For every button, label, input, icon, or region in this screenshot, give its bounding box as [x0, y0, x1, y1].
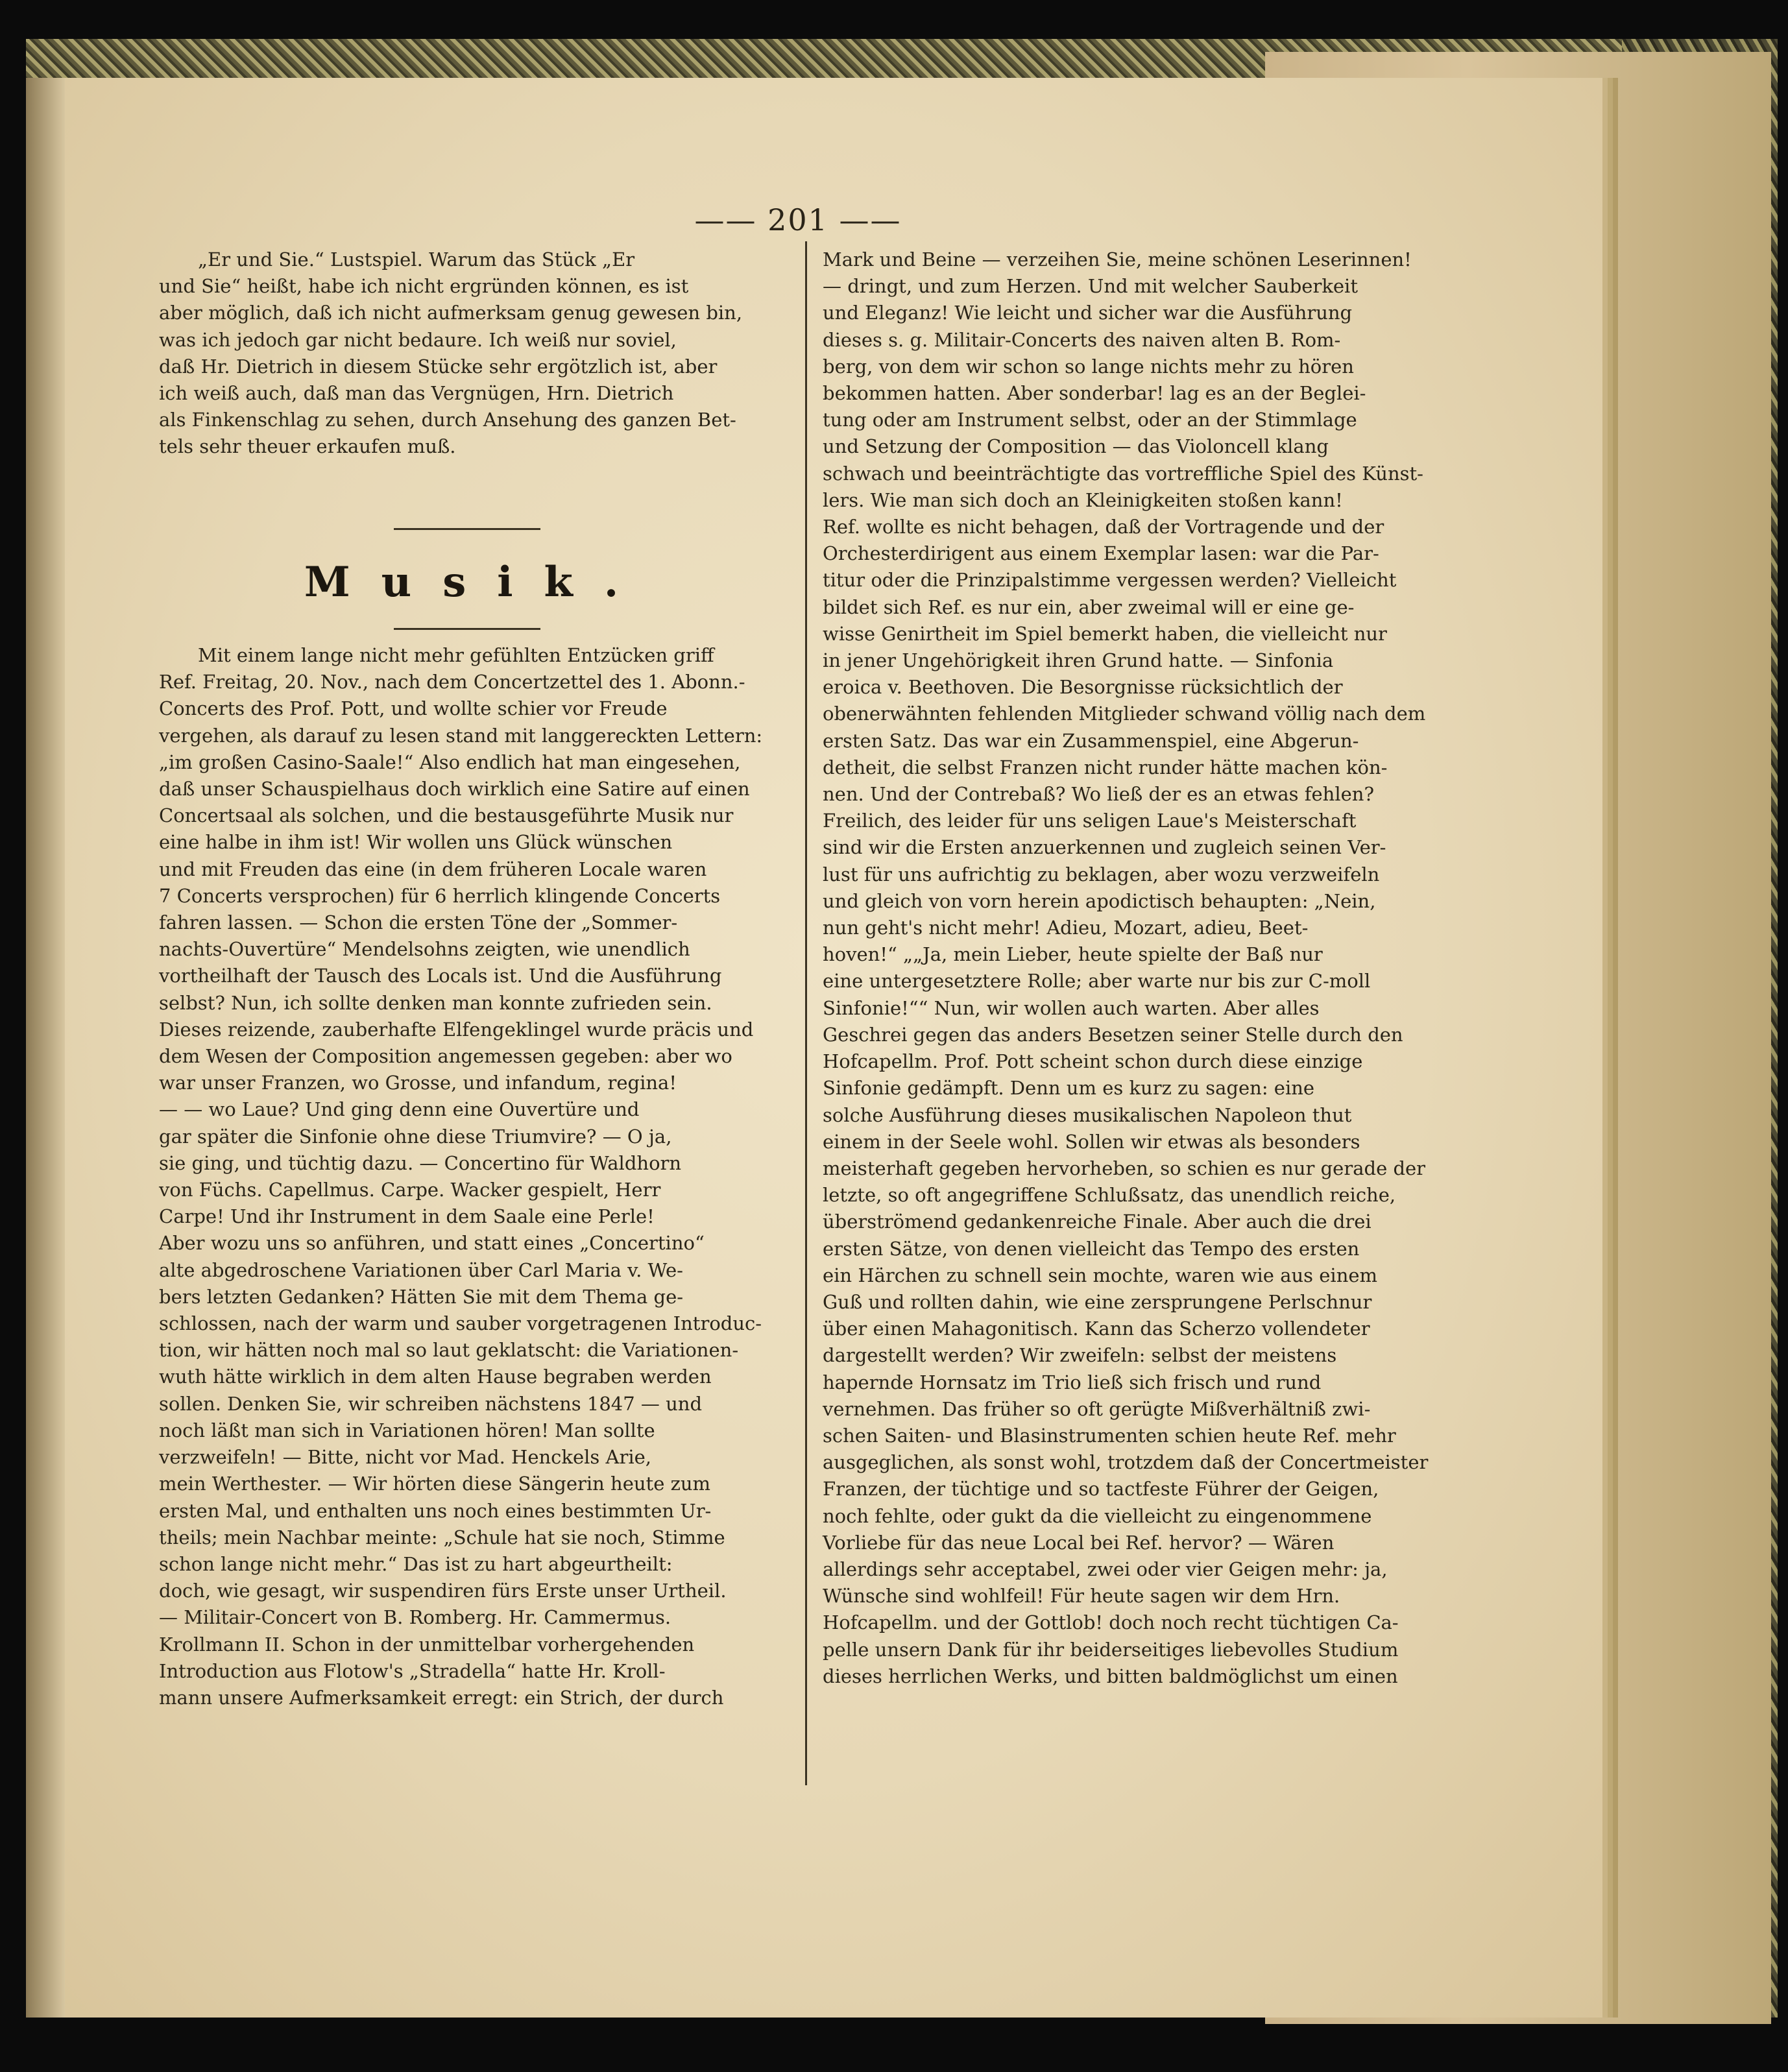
text-line: Hofcapellm. Prof. Pott scheint schon durch diese einzige	[823, 1050, 1363, 1073]
text-line: schen Saiten- und Blasinstrumenten schien heute Ref. mehr	[823, 1424, 1396, 1447]
text-line: gar später die Sinfonie ohne diese Triumvire? — O ja,	[159, 1125, 672, 1148]
text-line: eine halbe in ihm ist! Wir wollen uns Glück wünschen	[159, 831, 673, 854]
text-line: dem Wesen der Composition angemessen gegeben: aber wo	[159, 1045, 732, 1068]
text-line: in jener Ungehörigkeit ihren Grund hatte. — Sinfonia	[823, 649, 1334, 672]
text-line: ausgeglichen, als sonst wohl, trotzdem daß der Concertmeister	[823, 1451, 1429, 1474]
text-line: hapernde Hornsatz im Trio ließ sich frisch und rund	[823, 1371, 1322, 1393]
text-line: 7 Concerts versprochen) für 6 herrlich klingende Concerts	[159, 884, 721, 907]
text-line: Ref. Freitag, 20. Nov., nach dem Concertzettel des 1. Abonn.-	[159, 671, 745, 693]
text-line: Ref. wollte es nicht behagen, daß der Vortragende und der	[823, 516, 1384, 538]
text-line: Freilich, des leider für uns seligen Laue's Meisterschaft	[823, 810, 1357, 832]
text-line: — Militair-Concert von B. Romberg. Hr. Cammermus.	[159, 1606, 671, 1629]
text-line: bildet sich Ref. es nur ein, aber zweimal will er eine ge-	[823, 596, 1355, 618]
text-line: Carpe! Und ihr Instrument in dem Saale eine Perle!	[159, 1205, 655, 1228]
text-line: Krollmann II. Schon in der unmittelbar vorhergehenden	[159, 1633, 695, 1656]
text-line: und Setzung der Composition — das Violoncell klang	[823, 435, 1329, 458]
section-divider-bottom	[394, 628, 540, 630]
text-line: tion, wir hätten noch mal so laut geklatscht: die Variationen-	[159, 1339, 739, 1362]
text-line: tels sehr theuer erkaufen muß.	[159, 435, 456, 458]
text-line: sind wir die Ersten anzuerkennen und zugleich seinen Ver-	[823, 836, 1386, 859]
text-line: und gleich von vorn herein apodictisch behaupten: „Nein,	[823, 889, 1376, 912]
text-line: was ich jedoch gar nicht bedaure. Ich weiß nur soviel,	[159, 328, 677, 351]
text-line: daß unser Schauspielhaus doch wirklich eine Satire auf einen	[159, 778, 750, 801]
text-line: schon lange nicht mehr.“ Das ist zu hart abgeurtheilt:	[159, 1552, 673, 1575]
text-line: Wünsche sind wohlfeil! Für heute sagen wir dem Hrn.	[823, 1585, 1340, 1608]
text-line: Introduction aus Flotow's „Stradella“ hatte Hr. Kroll-	[159, 1659, 666, 1682]
text-line: „im großen Casino-Saale!“ Also endlich hat man eingesehen,	[159, 751, 741, 773]
text-line: verzweifeln! — Bitte, nicht vor Mad. Henckels Arie,	[159, 1446, 651, 1469]
page-number: —— 201 ——	[694, 202, 902, 237]
text-line: lust für uns aufrichtig zu beklagen, aber wozu verzweifeln	[823, 863, 1380, 885]
text-line: Franzen, der tüchtige und so tactfeste Führer der Geigen,	[823, 1478, 1379, 1500]
text-line: ein Härchen zu schnell sein mochte, waren wie aus einem	[823, 1264, 1378, 1286]
text-line: dieses herrlichen Werks, und bitten baldmöglichst um einen	[823, 1665, 1398, 1687]
text-line: tung oder am Instrument selbst, oder an der Stimmlage	[823, 409, 1357, 431]
text-line: nachts-Ouvertüre“ Mendelsohns zeigten, wie unendlich	[159, 938, 690, 961]
text-line: sie ging, und tüchtig dazu. — Concertino für Waldhorn	[159, 1151, 682, 1174]
text-line: aber möglich, daß ich nicht aufmerksam genug gewesen bin,	[159, 302, 743, 324]
text-line: solche Ausführung dieses musikalischen Napoleon thut	[823, 1103, 1352, 1126]
text-line: bekommen hatten. Aber sonderbar! lag es an der Beglei-	[823, 382, 1366, 405]
text-line: meisterhaft gegeben hervorheben, so schien es nur gerade der	[823, 1157, 1426, 1179]
text-line: war unser Franzen, wo Grosse, und infandum, regina!	[159, 1072, 677, 1094]
text-line: „Er und Sie.“ Lustspiel. Warum das Stück „Er	[198, 248, 635, 271]
text-line: überströmend gedankenreiche Finale. Aber auch die drei	[823, 1211, 1371, 1233]
text-line: schwach und beeinträchtigte das vortreffliche Spiel des Künst-	[823, 462, 1423, 485]
text-line: — — wo Laue? Und ging denn eine Ouvertüre und	[159, 1098, 640, 1121]
text-line: vernehmen. Das früher so oft gerügte Mißverhältniß zwi-	[823, 1397, 1371, 1420]
text-line: nun geht's nicht mehr! Adieu, Mozart, adieu, Beet-	[823, 917, 1309, 939]
text-line: letzte, so oft angegriffene Schlußsatz, das unendlich reiche,	[823, 1184, 1396, 1207]
text-line: Mit einem lange nicht mehr gefühlten Entzücken griff	[198, 644, 714, 666]
text-line: sollen. Denken Sie, wir schreiben nächstens 1847 — und	[159, 1392, 703, 1415]
text-line: selbst? Nun, ich sollte denken man konnte zufrieden sein.	[159, 991, 712, 1014]
text-line: Guß und rollten dahin, wie eine zersprungene Perlschnur	[823, 1290, 1372, 1313]
text-line: Geschrei gegen das anders Besetzen seiner Stelle durch den	[823, 1023, 1403, 1046]
text-line: dargestellt werden? Wir zweifeln: selbst der meistens	[823, 1344, 1337, 1367]
section-heading: Musik.	[304, 558, 650, 607]
left-column-intro	[159, 247, 795, 461]
text-line: allerdings sehr acceptabel, zwei oder vier Geigen mehr: ja,	[823, 1558, 1388, 1580]
section-divider-top	[394, 528, 540, 530]
text-line: fahren lassen. — Schon die ersten Töne der „Sommer-	[159, 911, 678, 934]
text-line: von Füchs. Capellmus. Carpe. Wacker gespielt, Herr	[159, 1179, 661, 1201]
text-line: Sinfonie gedämpft. Denn um es kurz zu sagen: eine	[823, 1077, 1315, 1100]
text-line: Dieses reizende, zauberhafte Elfengeklingel wurde präcis und	[159, 1018, 754, 1041]
text-line: dieses s. g. Militair-Concerts des naiven alten B. Rom-	[823, 328, 1341, 351]
text-line: obenerwähnten fehlenden Mitglieder schwand völlig nach dem	[823, 703, 1426, 725]
gutter-shadow	[26, 78, 65, 2018]
text-line: detheit, die selbst Franzen nicht runder hätte machen kön-	[823, 756, 1388, 778]
text-line: hoven!“ „„Ja, mein Lieber, heute spielte der Baß nur	[823, 943, 1323, 966]
text-line: — dringt, und zum Herzen. Und mit welcher Sauberkeit	[823, 275, 1358, 298]
text-line: nen. Und der Contrebaß? Wo ließ der es an etwas fehlen?	[823, 783, 1374, 806]
text-line: ersten Mal, und enthalten uns noch eines bestimmten Ur-	[159, 1499, 712, 1522]
text-line: doch, wie gesagt, wir suspendiren fürs Erste unser Urtheil.	[159, 1580, 727, 1602]
text-line: ersten Sätze, von denen vielleicht das Tempo des ersten	[823, 1237, 1360, 1260]
text-line: über einen Mahagonitisch. Kann das Scherzo vollendeter	[823, 1318, 1370, 1340]
text-line: Mark und Beine — verzeihen Sie, meine schönen Leserinnen!	[823, 248, 1412, 271]
text-line: alte abgedroschene Variationen über Carl Maria v. We-	[159, 1259, 683, 1281]
text-line: und Sie“ heißt, habe ich nicht ergründen können, es ist	[159, 275, 689, 298]
text-line: daß Hr. Dietrich in diesem Stücke sehr ergötzlich ist, aber	[159, 355, 718, 378]
text-line: mann unsere Aufmerksamkeit erregt: ein Strich, der durch	[159, 1686, 724, 1709]
text-line: noch läßt man sich in Variationen hören! Man sollte	[159, 1419, 655, 1441]
text-line: eine untergesetztere Rolle; aber warte nur bis zur C-moll	[823, 970, 1371, 993]
text-line: wuth hätte wirklich in dem alten Hause begraben werden	[159, 1366, 712, 1388]
text-line: Concerts des Prof. Pott, und wollte schier vor Freude	[159, 697, 668, 720]
text-line: als Finkenschlag zu sehen, durch Ansehung des ganzen Bet-	[159, 409, 736, 431]
text-line: Orchesterdirigent aus einem Exemplar lasen: war die Par-	[823, 542, 1379, 565]
text-line: noch fehlte, oder gukt da die vielleicht zu eingenommene	[823, 1504, 1372, 1527]
text-line: Sinfonie!““ Nun, wir wollen auch warten. Aber alles	[823, 996, 1320, 1019]
text-line: bers letzten Gedanken? Hätten Sie mit dem Thema ge-	[159, 1285, 684, 1308]
text-line: schlossen, nach der warm und sauber vorgetragenen Introduc-	[159, 1312, 762, 1335]
text-line: Vorliebe für das neue Local bei Ref. hervor? — Wären	[823, 1531, 1335, 1554]
text-line: wisse Genirtheit im Spiel bemerkt haben, die vielleicht nur	[823, 622, 1387, 645]
text-line: Hofcapellm. und der Gottlob! doch noch recht tüchtigen Ca-	[823, 1611, 1399, 1634]
text-line: ich weiß auch, daß man das Vergnügen, Hrn. Dietrich	[159, 382, 674, 405]
text-line: vergehen, als darauf zu lesen stand mit langgereckten Lettern:	[159, 724, 763, 747]
text-line: theils; mein Nachbar meinte: „Schule hat sie noch, Stimme	[159, 1526, 725, 1548]
text-line: einem in der Seele wohl. Sollen wir etwas als besonders	[823, 1130, 1360, 1153]
text-line: und Eleganz! Wie leicht und sicher war die Ausführung	[823, 302, 1353, 324]
text-line: titur oder die Prinzipalstimme vergessen werden? Vielleicht	[823, 569, 1397, 592]
text-line: eroica v. Beethoven. Die Besorgnisse rücksichtlich der	[823, 676, 1343, 699]
text-line: mein Werthester. — Wir hörten diese Sängerin heute zum	[159, 1473, 711, 1495]
left-column-body	[159, 642, 795, 1711]
text-line: Aber wozu uns so anführen, und statt eines „Concertino“	[159, 1232, 705, 1255]
text-line: vortheilhaft der Tausch des Locals ist. Und die Ausführung	[159, 965, 722, 987]
text-line: pelle unsern Dank für ihr beiderseitiges liebevolles Studium	[823, 1638, 1399, 1661]
text-line: berg, von dem wir schon so lange nichts mehr zu hören	[823, 355, 1354, 378]
text-line: Concertsaal als solchen, und die bestausgeführte Musik nur	[159, 804, 734, 827]
text-line: lers. Wie man sich doch an Kleinigkeiten stoßen kann!	[823, 488, 1343, 511]
column-rule	[805, 241, 807, 1785]
text-line: ersten Satz. Das war ein Zusammenspiel, eine Abgerun-	[823, 729, 1359, 752]
text-line: und mit Freuden das eine (in dem früheren Locale waren	[159, 858, 707, 880]
right-column	[823, 247, 1460, 1690]
